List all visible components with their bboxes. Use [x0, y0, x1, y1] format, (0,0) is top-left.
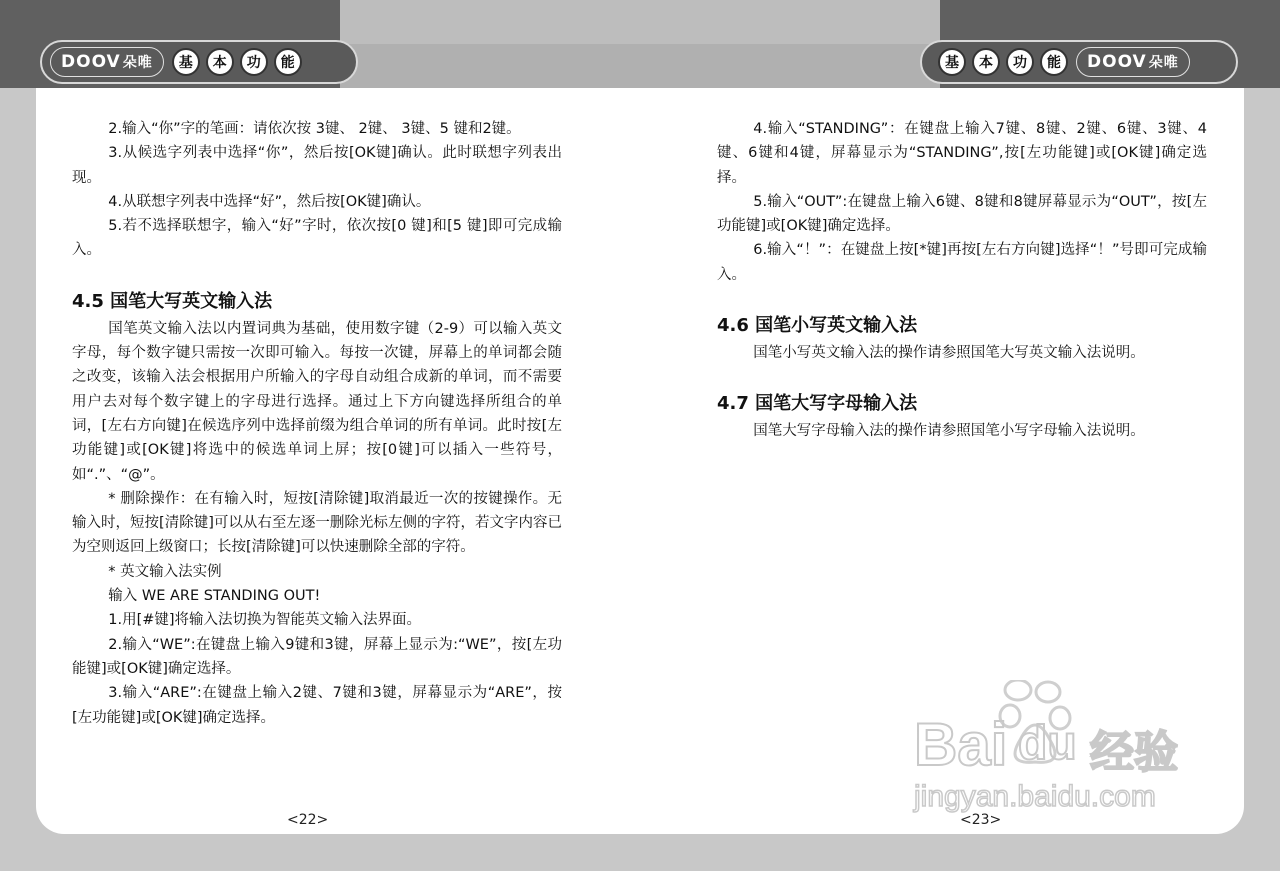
watermark-brand-du: du: [1018, 717, 1077, 770]
paragraph: * 英文输入法实例: [108, 563, 222, 580]
baidu-watermark: [900, 680, 1200, 830]
paragraph: 1.用[#键]将输入法切换为智能英文输入法界面。: [108, 612, 422, 629]
paragraph: 2.输入“WE”:在键盘上输入9键和3键，屏幕上显示为:“WE”，按[左功能键]或[OK键]确定选择。: [72, 636, 562, 677]
section-char: 基: [938, 48, 966, 76]
section-heading-4-7: 4.7 国笔大写字母输入法: [717, 393, 918, 415]
paragraph: 5.输入“OUT”:在键盘上输入6键、8键和8键屏幕显示为“OUT”，按[左功能键]或[OK键]确定选择。: [717, 193, 1207, 235]
doov-logo: [50, 47, 164, 77]
paragraph: 4.输入“STANDING”：在键盘上输入7键、8键、2键、6键、3键、4键、6键和4键，屏幕显示为“STANDING”,按[左功能键]或[OK键]确定选择。: [717, 121, 1207, 186]
section-heading-4-5: 4.5 国笔大写英文输入法: [72, 290, 273, 312]
right-header: [920, 40, 1238, 84]
paragraph: * 删除操作：在有输入时，短按[清除键]取消最近一次的按键操作。无输入时，短按[清除键]可以从右至左逐一删除光标左侧的字符，若文字内容已为空则返回上级窗口；长按[清除键]可以快速删除全部的字符。: [72, 490, 562, 556]
logo-latin: DOOV: [1087, 52, 1147, 72]
doov-logo: [1076, 47, 1190, 77]
page-number-left: <22>: [287, 812, 329, 828]
paragraph: 输入 WE ARE STANDING OUT!: [108, 588, 321, 605]
paragraph: 国笔小写英文输入法的操作请参照国笔大写英文输入法说明。: [753, 345, 1145, 362]
section-char: 本: [972, 48, 1000, 76]
paragraph: 5.若不选择联想字，输入“好”字时，依次按[0 键]和[5 键]即可完成输入。: [72, 218, 562, 259]
section-char: 能: [1040, 48, 1068, 76]
header-band-center-bottom: [340, 44, 940, 88]
right-page-text: [717, 117, 1207, 444]
paragraph: 2.输入“你”字的笔画：请依次按 3键、 2键、 3键、5 键和2键。: [108, 121, 521, 137]
logo-cn: 朵唯: [1148, 55, 1179, 71]
section-char: 基: [172, 48, 200, 76]
paragraph: 国笔大写字母输入法的操作请参照国笔小写字母输入法说明。: [753, 423, 1145, 440]
section-char: 能: [274, 48, 302, 76]
watermark-brand: Bai: [914, 711, 1008, 778]
section-char: 本: [206, 48, 234, 76]
watermark-brand-cn: 经验: [1090, 728, 1178, 777]
left-header: [40, 40, 358, 84]
section-char: 功: [1006, 48, 1034, 76]
section-title: [938, 48, 1068, 76]
paragraph: 3.从候选字列表中选择“你”，然后按[OK键]确认。此时联想字列表出现。: [72, 145, 562, 186]
paragraph: 3.输入“ARE”:在键盘上输入2键、7键和3键，屏幕显示为“ARE”，按[左功能键]或[OK键]确定选择。: [72, 685, 562, 726]
header-band-center-top: [340, 0, 940, 44]
left-page-text: [72, 117, 562, 730]
section-heading-4-6: 4.6 国笔小写英文输入法: [717, 315, 918, 337]
section-char: 功: [240, 48, 268, 76]
logo-cn: 朵唯: [122, 55, 153, 71]
section-title: [172, 48, 302, 76]
paragraph: 国笔英文输入法以内置词典为基础，使用数字键（2-9）可以输入英文字母，每个数字键只需按一次即可输入。每按一次键，屏幕上的单词都会随之改变，该输入法会根据用户所输入的字母自动组合成新的单词，而不需要用户去对每个数字键上的字母进行选择。通过上下方向键选择所组合的单词，[左右方向键]在候选序列中选择前缀为组合单词的所有单词。此时按[左功能键]或[OK键]将选中的候选单词上屏；按[0键]可以插入一些符号，如“.”、“@”。: [72, 320, 562, 483]
paragraph: 4.从联想字列表中选择“好”，然后按[OK键]确认。: [108, 193, 431, 210]
paragraph: 6.输入“！”：在键盘上按[*键]再按[左右方向键]选择“！”号即可完成输入。: [717, 242, 1207, 283]
page-number-right: <23>: [960, 812, 1002, 828]
watermark-url: jingyan.baidu.com: [914, 780, 1156, 813]
logo-latin: DOOV: [61, 52, 121, 72]
